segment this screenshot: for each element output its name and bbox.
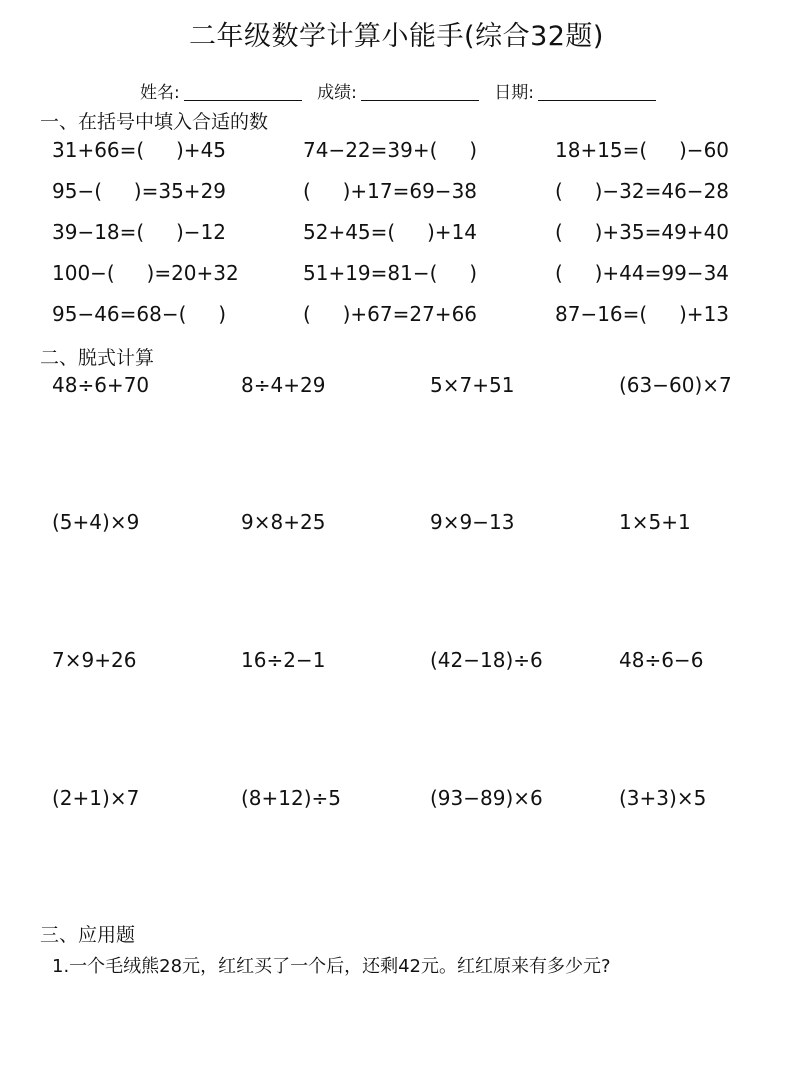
date-blank[interactable] xyxy=(538,84,656,101)
calc-expression: 16÷2−1 xyxy=(241,648,326,672)
fill-in-equation: ( )+67=27+66 xyxy=(303,302,478,326)
fill-in-equation: ( )+35=49+40 xyxy=(555,220,730,244)
fill-in-equation: 51+19=81−( ) xyxy=(303,261,478,285)
fill-in-equation: 100−( )=20+32 xyxy=(52,261,239,285)
calc-expression: (42−18)÷6 xyxy=(430,648,543,672)
calc-expression: 9×9−13 xyxy=(430,510,515,534)
word-problem: 1.一个毛绒熊28元，红红买了一个后，还剩42元。红红原来有多少元? xyxy=(52,956,611,977)
calc-expression: 9×8+25 xyxy=(241,510,326,534)
fill-in-equation: 18+15=( )−60 xyxy=(555,138,730,162)
fill-in-equation: 39−18=( )−12 xyxy=(52,220,227,244)
calc-expression: 5×7+51 xyxy=(430,373,515,397)
calc-expression: (3+3)×5 xyxy=(619,786,707,810)
calc-expression: 7×9+26 xyxy=(52,648,137,672)
score-blank[interactable] xyxy=(361,84,479,101)
calc-expression: (5+4)×9 xyxy=(52,510,140,534)
calc-expression: (93−89)×6 xyxy=(430,786,543,810)
fill-in-equation: 95−46=68−( ) xyxy=(52,302,227,326)
calc-expression: 48÷6−6 xyxy=(619,648,704,672)
fill-in-equation: 87−16=( )+13 xyxy=(555,302,730,326)
fill-in-equation: ( )+17=69−38 xyxy=(303,179,478,203)
fill-in-equation: 95−( )=35+29 xyxy=(52,179,227,203)
student-info-row xyxy=(140,78,666,103)
section1-heading: 一、在括号中填入合适的数 xyxy=(40,111,269,133)
calc-expression: (2+1)×7 xyxy=(52,786,140,810)
calc-expression: 48÷6+70 xyxy=(52,373,150,397)
fill-in-equation: 52+45=( )+14 xyxy=(303,220,478,244)
fill-in-equation: ( )+44=99−34 xyxy=(555,261,730,285)
name-blank[interactable] xyxy=(184,84,302,101)
section2-heading: 二、脱式计算 xyxy=(40,347,155,369)
fill-in-equation: 31+66=( )+45 xyxy=(52,138,227,162)
score-label: 成绩: xyxy=(317,83,357,103)
fill-in-equation: 74−22=39+( ) xyxy=(303,138,478,162)
page-title: 二年级数学计算小能手(综合32题) xyxy=(189,21,604,52)
section3-heading: 三、应用题 xyxy=(40,924,136,946)
calc-expression: 8÷4+29 xyxy=(241,373,326,397)
date-label: 日期: xyxy=(494,83,535,103)
calc-expression: (8+12)÷5 xyxy=(241,786,342,810)
fill-in-equation: ( )−32=46−28 xyxy=(555,179,730,203)
name-label: 姓名: xyxy=(140,83,180,103)
calc-expression: 1×5+1 xyxy=(619,510,691,534)
calc-expression: (63−60)×7 xyxy=(619,373,732,397)
